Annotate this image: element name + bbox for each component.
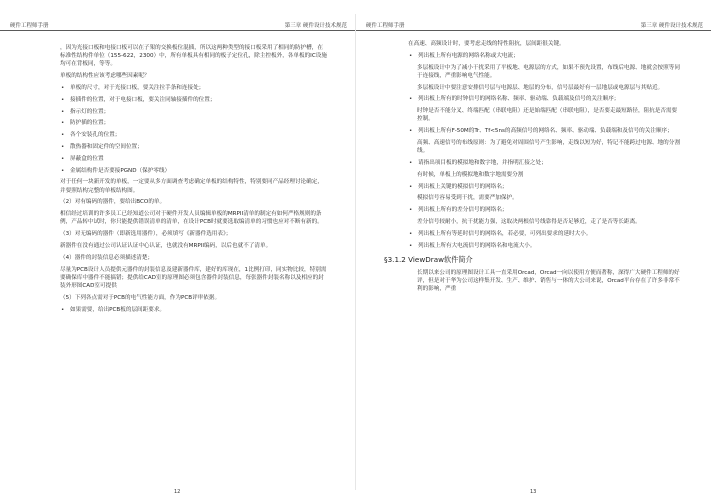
bullet-icon <box>61 143 64 151</box>
paragraph: 单板的结构性应该考虑哪些因素呢？ <box>60 73 150 80</box>
bullet-text: 列出板上所有F-50M的Tr、Tf<5ns的高频信号的网络名、频率、驱动端、负载端和及信号的关注顺序； <box>418 128 673 135</box>
left-page <box>0 0 355 503</box>
bullet-icon <box>61 306 64 314</box>
left-page-body <box>60 44 328 317</box>
right-page-body <box>384 40 680 297</box>
paragraph: 差分信号较耐小，抗干扰能力强，这取决两根信号线靠得是否足够近，走了是否等长距离。 <box>417 218 641 225</box>
bullet-text: 金属结构件是否要接PGND（保护零线） <box>70 167 171 174</box>
bullet-item <box>60 119 328 127</box>
bullet-item <box>408 52 680 60</box>
left-header-chapter-title: 第三章 硬件设计技术规范 <box>284 23 347 29</box>
paragraph: （5）下列各点需对于PCB的电气性能方面，作为PCB评审依据。 <box>60 294 221 301</box>
bullet-text: 散热器和固定件的空间位置； <box>70 143 143 150</box>
paragraph: （2）对有编码的器件，要给出BCO的单。 <box>60 199 166 206</box>
right-page-number: 13 <box>530 489 537 495</box>
bullet-text: 请指出项目板的模拟地和数字地，并指明汇接之处； <box>418 159 547 166</box>
bullet-icon <box>61 119 64 127</box>
paragraph: （3）对无编码的器件（即新选用器件），必须填写《新器件选用表》； <box>60 231 232 238</box>
bullet-icon <box>61 96 64 104</box>
bullet-item <box>408 95 680 103</box>
bullet-icon <box>61 155 64 163</box>
bullet-item <box>408 159 680 167</box>
bullet-icon <box>61 108 64 116</box>
right-page <box>356 0 711 503</box>
left-header-book-title: 硬件工程师手册 <box>10 23 49 29</box>
right-page-header <box>356 14 711 31</box>
bullet-text: 单板的尺寸，对于光接口板，要关注拉手条和连接处； <box>70 85 205 91</box>
bullet-text: 列出板上所有等延时信号的网络名，若必要，可列出要求的延时大小。 <box>418 230 592 237</box>
bullet-item <box>60 167 328 175</box>
bullet-icon <box>409 230 412 238</box>
right-body-after-section <box>408 269 680 294</box>
left-page-header <box>0 14 355 31</box>
bullet-icon <box>409 95 412 103</box>
bullet-text: 列出板上关键的模拟信号的网络名； <box>418 183 508 190</box>
paragraph: 在高速、高频设计时，要考虑走线的特性阻抗，层间距很关键。 <box>408 41 565 47</box>
bullet-item <box>408 127 680 135</box>
bullet-text: 列出板上所有大电流信号的网络名和电流大小。 <box>418 242 536 249</box>
paragraph: 多层板设计中为了减小干扰采用了平板地、电源层的方式，如果不预先设置，布线后电源、地就会按照等同于连接线，严重影响电气性能。 <box>417 64 680 79</box>
paragraph: 尽量为PCB设计人员提供元器件的封装信息及建新器件库，建好的库现在，1比例打印，同实物比较，特别需要确保库中器件不能搞错；提供给CAD室的原理图必须包含器件封装信息，每张器件封装名称以及相应的封装外形图CAD室可提供 <box>60 266 327 289</box>
bullet-item <box>60 84 328 92</box>
left-page-number: 12 <box>174 489 181 495</box>
bullet-text: 防护插的位置； <box>70 120 110 127</box>
paragraph: 多层板设计中要注意安排信号层与电源层、地层的分布，信号层最好有一层地层或电源层与其贴近。 <box>417 84 664 91</box>
bullet-icon <box>61 84 64 92</box>
bullet-icon <box>409 52 412 60</box>
bullet-item <box>60 143 328 151</box>
bullet-item <box>60 108 328 116</box>
bullet-icon <box>409 206 412 214</box>
bullet-icon <box>409 183 412 191</box>
bullet-text: 各个安装孔的位置； <box>70 132 121 139</box>
bullet-item <box>60 131 328 139</box>
bullet-text: 列出板上所有的时钟信号的网络名称、频率、驱动端、负载端及信号的关注顺序； <box>418 96 620 103</box>
paragraph: （4）器件的封装信息必须描述清楚； <box>60 254 154 261</box>
bullet-item <box>408 230 680 238</box>
bullet-item <box>60 96 328 104</box>
paragraph: 高频、高速信号的布线原则：为了避免对周围信号产生影响，走线以短为好，特记不能跨过电源、地的分割线。 <box>417 139 680 155</box>
paragraph: 相信经过培训的许多员工已经知道公司对于硬件开发人员编辑单板的MRPII清单的制定有如何严格规则的条例，产品转中试时，你只能提供错误清单的清单，在设计PCB时就要选取编清单的习惯也应对不断有新的。 <box>60 211 323 226</box>
bullet-text: 屏蔽盒的位置 <box>70 155 104 162</box>
bullet-icon <box>409 159 412 167</box>
bullet-icon <box>61 167 64 175</box>
paragraph: 对于任何一块新开发的单板，一定要从多方面调查考虑确定单板的结构特性，特别要同产品经理讨论确定，并要照结构完整的单板结构图。 <box>60 179 323 194</box>
bullet-icon <box>409 242 412 250</box>
bullet-text: 列出板上所有的差分信号的网络名； <box>418 207 508 214</box>
paragraph: 长期以来公司的原理图设计工具一直采用Orcad，Orcad一向以使用方便而著称，深得广大硬件工程师的好评，但是对于华为公司这样集开发、生产、维护、销售与一体的大公司来说，Orcad平台存在了许多非常不利的影响，严重 <box>417 269 680 293</box>
paragraph: ，因为光接口板和电接口板可以在子架的交换板位混插，所以这两种类型的接口板采用了相同的防护槽，在标准性结构件单位（155-622，2300）中，所有单板具有相同的板子定位孔，除主控板外，各单板的IC设施均可在背板同，等等。 <box>60 45 327 68</box>
bullet-item <box>408 206 680 214</box>
bullet-item <box>408 183 680 191</box>
bullet-text: 接插件的位置，对于电接口板，要关注同轴接插件的位置； <box>70 96 216 103</box>
paragraph: 时钟是否不能分叉、终端匹配（串联电阻）还是始端匹配（串联电阻），是否要走最短路径，阻抗是否需要控制。 <box>417 108 678 123</box>
bullet-item <box>60 306 328 314</box>
bullet-item <box>408 242 680 250</box>
paragraph: 新器件在没有通过公司认证认证中心认证，也就没有MRPII编码，以后也就不了清单。 <box>60 242 272 249</box>
bullet-text: 如果需要，给出PCB板的层间距要求。 <box>70 306 166 313</box>
paragraph: 模拟信号容易受到干扰，需要严加保护。 <box>417 195 518 202</box>
section-heading-viewdraw: §3.1.2 ViewDraw软件简介 <box>384 254 473 264</box>
paragraph: 有时候，单板上的模拟地和数字地需要分割 <box>417 171 524 178</box>
right-header-book-title: 硬件工程师手册 <box>366 23 405 29</box>
right-body-before-section <box>408 40 680 250</box>
bullet-icon <box>61 131 64 139</box>
right-header-chapter-title: 第三章 硬件设计技术规范 <box>640 23 703 29</box>
bullet-text: 列出板上所有电源的网络名称或大电流； <box>418 52 519 59</box>
bullet-item <box>60 155 328 163</box>
bullet-icon <box>409 127 412 135</box>
bullet-text: 指示灯的位置； <box>70 108 110 115</box>
